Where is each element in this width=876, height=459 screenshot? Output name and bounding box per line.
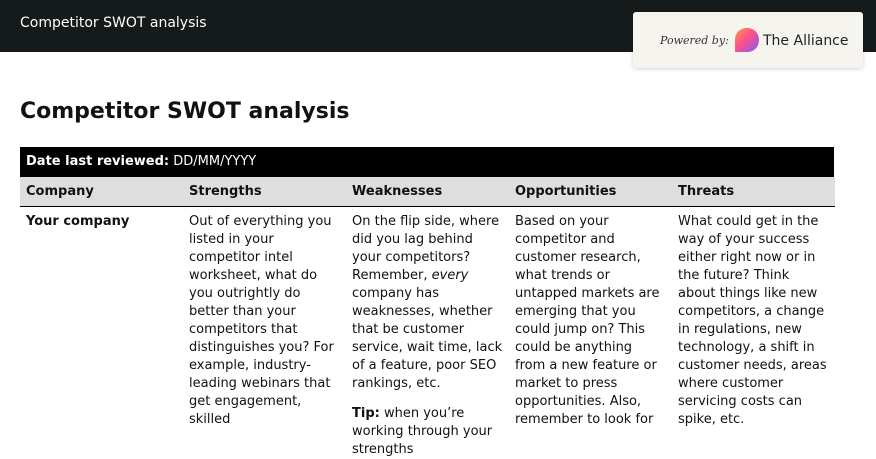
column-header-opportunities: Opportunities — [509, 177, 672, 206]
tip-text: when you’re working through your strengths — [352, 405, 493, 457]
last-reviewed-value[interactable]: DD/MM/YYYY — [169, 154, 257, 169]
brand-logo-icon — [734, 27, 760, 53]
weaknesses-text-start: On the flip side, where did you lag behind your competitors? Remember, — [352, 213, 500, 283]
weaknesses-emphasis: every — [431, 267, 469, 283]
powered-by-badge[interactable] — [633, 12, 863, 68]
brand-name: The Alliance — [763, 33, 849, 49]
opportunities-cell[interactable]: Based on your competitor and customer research, what trends or untapped markets are emerging that you could jump on? This could be anything from a new feature or market to press opportunities. Also, remember to look for — [515, 213, 660, 427]
column-header-company: Company — [20, 177, 183, 206]
strengths-cell[interactable]: Out of everything you listed in your competitor intel worksheet, what do you outrightly do better than your competitors that distinguishes you? For example, industry-leading webinars that get engagement, skilled — [189, 213, 334, 427]
powered-by-label: Powered by: — [660, 34, 729, 47]
table-row — [20, 206, 835, 459]
column-header-weaknesses: Weaknesses — [346, 177, 509, 206]
threats-cell[interactable]: What could get in the way of your success either right now or in the future? Think about things like new competitors, a change in regulations, new technology, a shift in customer needs, areas where customer servicing costs can spike, etc. — [678, 213, 827, 427]
tip-label: Tip: — [352, 405, 380, 421]
last-reviewed-label: Date last reviewed: — [26, 154, 170, 169]
table-header-row — [20, 177, 835, 206]
column-header-strengths: Strengths — [183, 177, 346, 206]
swot-table — [20, 177, 835, 459]
page-title: Competitor SWOT analysis — [20, 99, 350, 124]
date-last-reviewed-bar — [20, 147, 834, 177]
weaknesses-text-end: company has weaknesses, whether that be customer service, wait time, lack of a feature, poor SEO rankings, etc. — [352, 285, 503, 391]
column-header-threats: Threats — [672, 177, 835, 206]
weaknesses-cell[interactable] — [346, 206, 509, 459]
company-cell[interactable]: Your company — [26, 213, 130, 229]
app-title: Competitor SWOT analysis — [20, 15, 207, 31]
weaknesses-text — [352, 213, 503, 393]
